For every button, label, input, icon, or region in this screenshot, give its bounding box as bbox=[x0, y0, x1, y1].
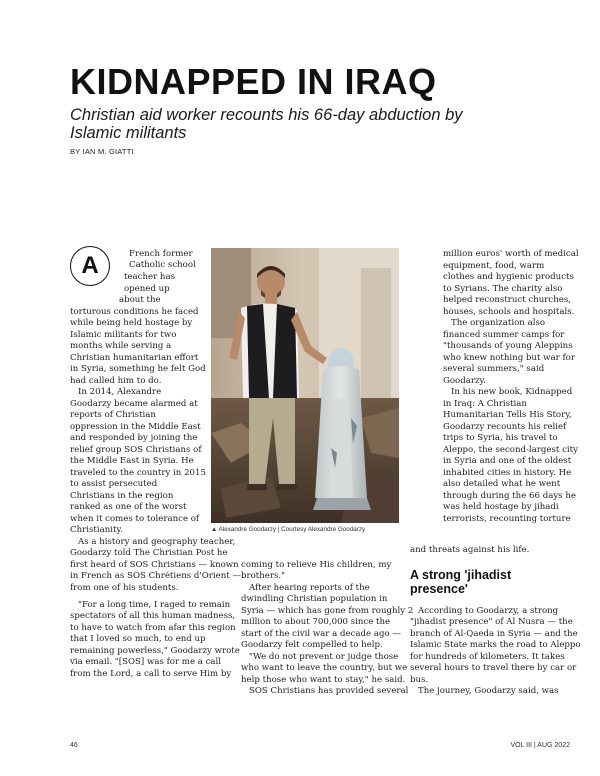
body-line: traveled to the country in 2015 bbox=[70, 468, 206, 478]
body-line: help those who want to stay," he said. bbox=[241, 675, 406, 685]
body-line: had called him to do. bbox=[70, 376, 162, 386]
body-line: the Middle East in Syria. He bbox=[70, 456, 194, 466]
body-line: Islamic militants for two bbox=[70, 330, 177, 340]
body-line: in Iraq: A Christian bbox=[443, 399, 527, 409]
body-line: In his new book, Kidnapped bbox=[451, 387, 573, 397]
body-line: several summers," said bbox=[443, 364, 545, 374]
body-line: As a history and geography teacher, bbox=[78, 537, 236, 547]
body-line: Goodarzy. bbox=[443, 376, 486, 386]
photo-caption: ▲ Alexandre Goodarzy | Courtesy Alexandre Goodarzy bbox=[211, 526, 366, 533]
body-line: equipment, food, warm bbox=[443, 261, 545, 271]
body-line: Goodarzy recounts his relief bbox=[443, 422, 567, 432]
body-line: from the Lord, a call to serve Him by bbox=[70, 669, 232, 679]
issue-label: VOL III | AUG 2022 bbox=[510, 742, 570, 749]
body-line: The organization also bbox=[451, 318, 546, 328]
body-line: Christian humanitarian effort bbox=[70, 353, 199, 363]
body-line: remaining powerless," Goodarzy wrote bbox=[70, 646, 240, 656]
body-line: coming to relieve His children, my bbox=[241, 560, 392, 570]
body-line: terrorists, recounting torture bbox=[443, 514, 571, 524]
body-line: relief group SOS Christians of bbox=[70, 445, 202, 455]
article-photo bbox=[211, 248, 399, 523]
body-line: Syria — which has gone from roughly 2 bbox=[241, 606, 414, 616]
body-line: reports of Christian bbox=[70, 410, 156, 420]
body-line: million to about 700,000 since the bbox=[241, 617, 391, 627]
byline: BY IAN M. GIATTI bbox=[70, 147, 134, 156]
body-line: for hundreds of kilometers. It takes bbox=[410, 652, 565, 662]
body-line: Christianity. bbox=[70, 525, 123, 535]
body-line: dwindling Christian population in bbox=[241, 594, 388, 604]
body-line: and threats against his life. bbox=[410, 545, 530, 555]
body-line: helped reconstruct churches, bbox=[443, 295, 571, 305]
body-line: branch of Al-Qaeda in Syria — and the bbox=[410, 629, 578, 639]
body-line: to Syrians. The charity also bbox=[443, 284, 563, 294]
body-line: "jihadist presence" of Al Nusra — the bbox=[410, 617, 573, 627]
deck bbox=[70, 106, 540, 142]
subhead-line: presence' bbox=[410, 582, 468, 596]
body-line: via email. "[SOS] was for me a call bbox=[70, 657, 222, 667]
body-line: Catholic school bbox=[129, 260, 196, 270]
body-line: who want to leave the country, but we bbox=[241, 663, 408, 673]
body-line: inhabited cities in history. He bbox=[443, 468, 572, 478]
body-line: million euros' worth of medical bbox=[443, 249, 579, 259]
body-line: months while serving a bbox=[70, 341, 172, 351]
body-line: "thousands of young Aleppins bbox=[443, 341, 573, 351]
body-line: when it comes to tolerance of bbox=[70, 514, 200, 524]
body-line: "We do not prevent or judge those bbox=[249, 652, 399, 662]
body-line: first heard of SOS Christians — known bbox=[70, 560, 239, 570]
headline: KIDNAPPED IN IRAQ bbox=[70, 61, 437, 102]
body-line: The journey, Goodarzy said, was bbox=[418, 686, 559, 696]
body-line: SOS Christians has provided several bbox=[249, 686, 409, 696]
body-line: torturous conditions he faced bbox=[70, 307, 199, 317]
body-line: and responded by joining the bbox=[70, 433, 198, 443]
body-line: who knew nothing but war for bbox=[443, 353, 575, 363]
body-line: through during the 66 days he bbox=[443, 491, 576, 501]
body-line: start of the civil war a decade ago — bbox=[241, 629, 401, 639]
body-line: French former bbox=[129, 249, 193, 259]
body-line: spectators of all this human madness, bbox=[70, 611, 236, 621]
body-line: teacher has bbox=[124, 272, 176, 282]
body-line: several hours to travel there by car or bbox=[410, 663, 577, 673]
body-line: that I loved so much, to end up bbox=[70, 634, 206, 644]
deck-line: Christian aid worker recounts his 66-day abduction by bbox=[70, 106, 463, 124]
body-line: trips to Syria, his travel to bbox=[443, 433, 558, 443]
body-line: also detailed what he went bbox=[443, 479, 561, 489]
body-line: bus. bbox=[410, 675, 429, 685]
body-line: Islamic State marks the road to Aleppo bbox=[410, 640, 581, 650]
body-line: After hearing reports of the bbox=[249, 583, 370, 593]
body-line: houses, schools and hospitals. bbox=[443, 307, 575, 317]
body-line: about the bbox=[119, 295, 161, 305]
deck-line: Islamic militants bbox=[70, 124, 187, 142]
photo-man-with-statue bbox=[211, 248, 399, 523]
body-line: was held hostage by jihadi bbox=[443, 502, 559, 512]
body-line: opened up bbox=[124, 284, 170, 294]
body-line: clothes and hygienic products bbox=[443, 272, 574, 282]
body-line: in French as SOS Chrétiens d'Orient — bbox=[70, 571, 242, 581]
body-line: Goodarzy became alarmed at bbox=[70, 399, 198, 409]
body-line: financed summer camps for bbox=[443, 330, 565, 340]
body-line: to have to watch from afar this region bbox=[70, 623, 236, 633]
body-line: from one of his students. bbox=[70, 583, 179, 593]
body-line: brothers." bbox=[241, 571, 286, 581]
body-line: In 2014, Alexandre bbox=[78, 387, 162, 397]
body-line: in Syria, something he felt God bbox=[70, 364, 206, 374]
drop-cap: A bbox=[70, 246, 110, 286]
body-line: "For a long time, I raged to remain bbox=[78, 600, 231, 610]
body-line: Aleppo, the second-largest city bbox=[443, 445, 578, 455]
body-line: in Syria and one of the oldest bbox=[443, 456, 572, 466]
body-line: Humanitarian Tells His Story, bbox=[443, 410, 572, 420]
body-line: while being held hostage by bbox=[70, 318, 193, 328]
page-number: 46 bbox=[70, 742, 78, 749]
body-line: Goodarzy told The Christian Post he bbox=[70, 548, 228, 558]
body-line: to assist persecuted bbox=[70, 479, 158, 489]
section-subhead bbox=[410, 568, 511, 596]
body-line: Goodarzy felt compelled to help. bbox=[241, 640, 383, 650]
body-line: oppression in the Middle East bbox=[70, 422, 201, 432]
body-line: Christians in the region bbox=[70, 491, 174, 501]
body-line: ranked as one of the worst bbox=[70, 502, 187, 512]
body-line: According to Goodarzy, a strong bbox=[418, 606, 559, 616]
subhead-line: A strong 'jihadist bbox=[410, 568, 512, 582]
